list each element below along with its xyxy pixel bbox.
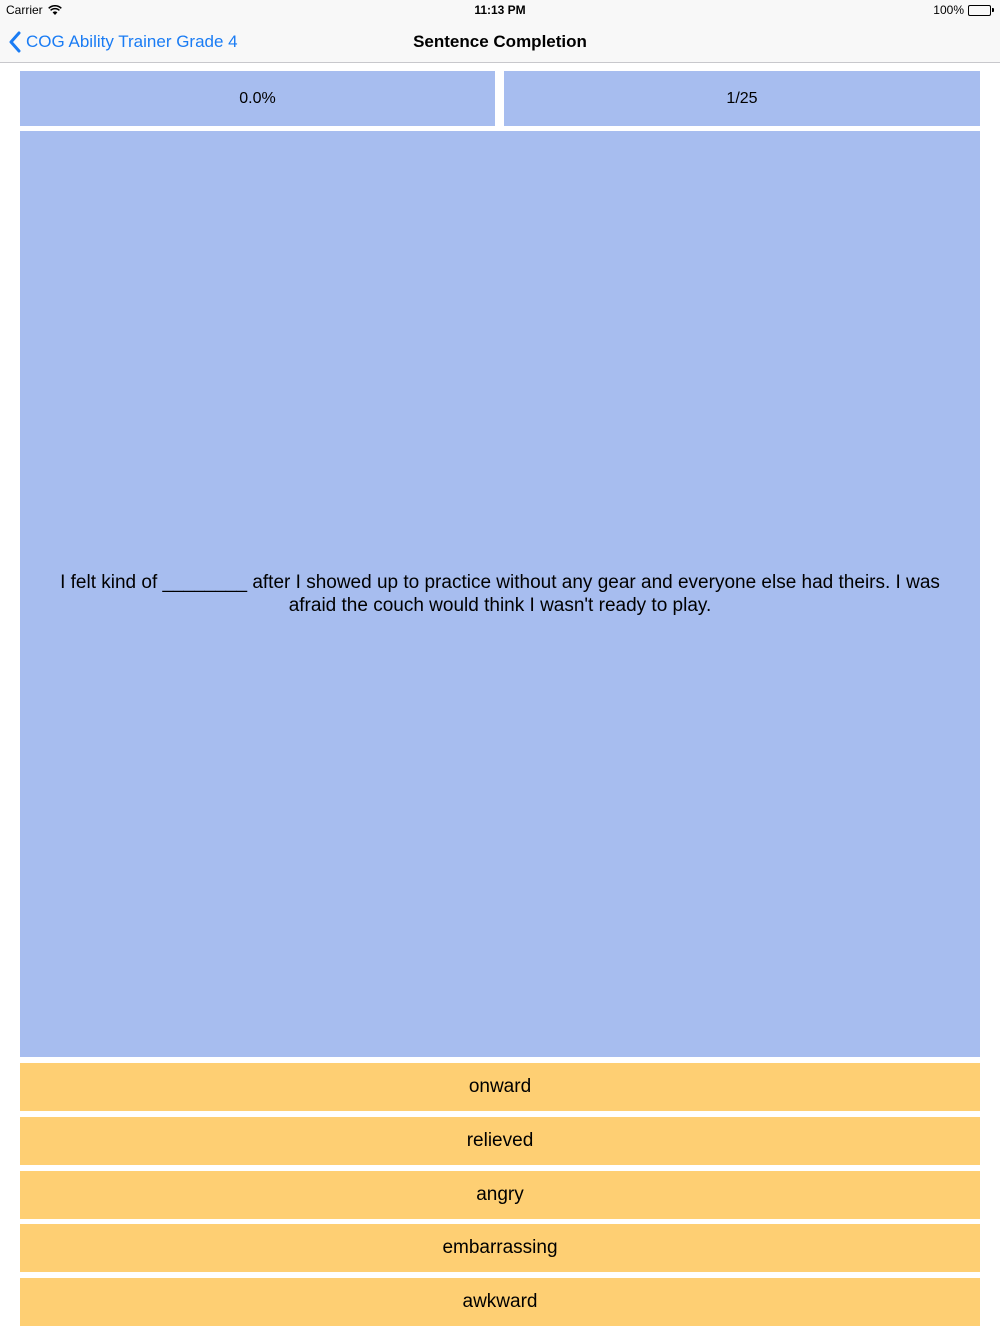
answer-option-embarrassing[interactable] xyxy=(20,1224,980,1272)
answer-option-relieved[interactable] xyxy=(20,1117,980,1165)
status-right xyxy=(933,3,994,17)
battery-icon xyxy=(968,5,994,16)
carrier-label: Carrier xyxy=(6,3,43,17)
answer-label: awkward xyxy=(462,1291,538,1312)
back-button[interactable] xyxy=(8,20,238,63)
answer-label: angry xyxy=(476,1184,524,1205)
status-time: 11:13 PM xyxy=(474,3,526,17)
answer-option-angry[interactable] xyxy=(20,1171,980,1219)
back-button-label: COG Ability Trainer Grade 4 xyxy=(26,31,238,51)
question-text: I felt kind of ________ after I showed up to practice without any gear and everyone else had theirs. I was afraid the couch would think I wasn't ready to play. xyxy=(60,572,940,616)
question-counter-value: 1/25 xyxy=(726,89,758,107)
chevron-left-icon xyxy=(8,31,22,53)
battery-percent: 100% xyxy=(933,3,964,17)
answer-label: onward xyxy=(468,1076,532,1097)
status-bar xyxy=(0,0,1000,20)
score-value: 0.0% xyxy=(239,89,276,107)
navigation-bar xyxy=(0,20,1000,63)
question-counter xyxy=(504,71,980,126)
answer-option-onward[interactable] xyxy=(20,1063,980,1111)
answer-label: embarrassing xyxy=(442,1237,558,1258)
question-panel xyxy=(20,131,980,1057)
score-display xyxy=(20,71,495,126)
answer-label: relieved xyxy=(466,1130,534,1151)
answer-option-awkward[interactable] xyxy=(20,1278,980,1326)
page-title: Sentence Completion xyxy=(413,32,587,51)
